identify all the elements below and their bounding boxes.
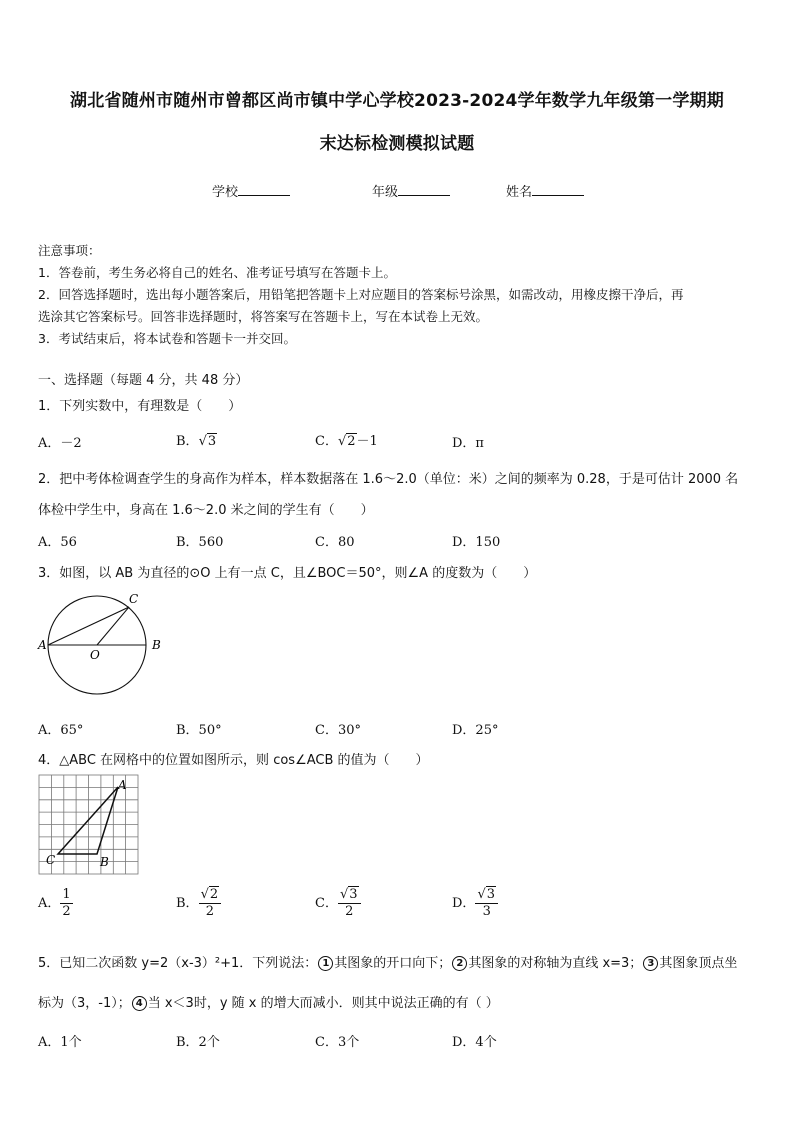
name-field: [506, 181, 584, 200]
point-o-label: O: [90, 648, 100, 662]
q1-option-c[interactable]: [315, 430, 378, 449]
q4-option-c[interactable]: [315, 887, 361, 920]
q2-option-b[interactable]: B．560: [176, 535, 224, 550]
fraction: [475, 887, 498, 920]
q5-option-a[interactable]: A．1个: [38, 1035, 82, 1050]
school-blank[interactable]: [238, 183, 290, 196]
circled-number-1: 1: [318, 956, 333, 971]
exam-title-line-1: 湖北省随州市随州市曾都区尚市镇中学心学校2023-2024学年数学九年级第一学期期: [70, 91, 724, 111]
fraction: [338, 887, 361, 920]
q4-option-a[interactable]: [38, 887, 73, 920]
q1-option-c-radicand: 2: [347, 434, 356, 449]
q1-option-d[interactable]: D．π: [452, 436, 484, 451]
q4-stem: 4．△ABC 在网格中的位置如图所示，则 cos∠ACB 的值为（ ）: [38, 753, 429, 768]
q4-option-a-numerator: 1: [62, 887, 71, 902]
sqrt-symbol: √3: [198, 434, 217, 449]
grade-blank[interactable]: [398, 183, 450, 196]
sqrt-symbol: √3: [339, 887, 358, 902]
notice-block: [38, 240, 683, 350]
circled-number-3: 3: [643, 956, 658, 971]
fraction: [60, 887, 72, 920]
grade-field: [372, 181, 450, 200]
q4-option-b[interactable]: [176, 887, 221, 920]
exam-title-line-2: 末达标检测模拟试题: [319, 134, 475, 154]
q5-line-2-b: 当 x＜3时，y 随 x 的增大而减小．则其中说法正确的有（ ）: [147, 996, 499, 1011]
q4-option-c-radicand: 3: [349, 887, 358, 902]
q3-option-d[interactable]: D．25°: [452, 723, 499, 738]
name-label: 姓名: [506, 185, 533, 200]
q4-option-b-numerator: [199, 887, 222, 904]
section-title: 一、选择题（每题 4 分，共 48 分）: [38, 373, 249, 388]
point-c-label: C: [46, 853, 56, 867]
q4-option-d-denominator: 3: [482, 904, 491, 919]
q2-line-2: 体检中学生中，身高在 1.6～2.0 米之间的学生有（ ）: [38, 503, 374, 518]
q2-option-d[interactable]: D．150: [452, 535, 501, 550]
q4-option-a-denominator: 2: [62, 904, 71, 919]
school-field: [212, 181, 290, 200]
q5-option-d[interactable]: D．4个: [452, 1035, 497, 1050]
circled-number-4: 4: [132, 996, 147, 1011]
q4-option-c-label: C．: [315, 896, 338, 911]
q5-line-2: [38, 992, 499, 1011]
q1-stem: 1．下列实数中，有理数是（ ）: [38, 399, 242, 414]
sqrt-symbol: √3: [477, 887, 496, 902]
grid-triangle-diagram: [38, 774, 142, 876]
circle-diagram: [34, 588, 174, 706]
q5-line-1-a: 5．已知二次函数 y=2（x-3）²+1．下列说法：: [38, 956, 318, 971]
sqrt-symbol: √2: [337, 434, 356, 449]
q4-option-d[interactable]: [452, 887, 498, 920]
q4-option-a-label: A．: [38, 896, 61, 911]
q3-option-a[interactable]: A．65°: [38, 723, 84, 738]
q5-line-2-a: 标为（3，-1）；: [38, 996, 131, 1011]
q4-option-d-label: D．: [452, 896, 476, 911]
radius-oc: [97, 607, 129, 645]
q5-line-1-b: 其图象的开口向下；: [334, 956, 452, 971]
notice-item-2a: 2．回答选择题时，选出每小题答案后，用铅笔把答题卡上对应题目的答案标号涂黑，如需改动，用橡皮擦干净后，再: [38, 287, 684, 302]
q4-option-b-radicand: 2: [209, 887, 219, 902]
q2-line-1: 2．把中考体检调查学生的身高作为样本，样本数据落在 1.6～2.0（单位：米）之间的频率为 0.28，于是可估计 2000 名: [38, 472, 739, 487]
sqrt-symbol: √2: [200, 887, 219, 902]
q3-stem: 3．如图，以 AB 为直径的⊙O 上有一点 C，且∠BOC＝50°，则∠A 的度数为（ ）: [38, 566, 537, 581]
q2-option-c[interactable]: C．80: [315, 535, 355, 550]
q1-option-b-label: B．: [176, 434, 199, 449]
point-b-label: B: [100, 855, 109, 869]
q3-option-c[interactable]: C．30°: [315, 723, 361, 738]
q5-line-1: [38, 952, 737, 971]
q3-option-b[interactable]: B．50°: [176, 723, 222, 738]
q1-option-a[interactable]: A．－2: [38, 436, 82, 451]
point-b-label: B: [152, 638, 161, 652]
fraction: [199, 887, 222, 920]
q4-option-c-numerator: [338, 887, 361, 904]
q1-option-b-radicand: 3: [207, 434, 217, 449]
q1-option-b[interactable]: [176, 430, 217, 449]
q5-option-b[interactable]: B．2个: [176, 1035, 220, 1050]
q4-option-b-denominator: 2: [205, 904, 214, 919]
q4-option-c-denominator: 2: [345, 904, 354, 919]
notice-item-3: 3．考试结束后，将本试卷和答题卡一并交回。: [38, 331, 296, 346]
q5-line-1-c: 其图象的对称轴为直线 x=3；: [468, 956, 643, 971]
notice-item-1: 1．答卷前，考生务必将自己的姓名、准考证号填写在答题卡上。: [38, 265, 396, 280]
circled-number-2: 2: [452, 956, 467, 971]
school-label: 学校: [212, 185, 239, 200]
q1-option-c-tail: －1: [356, 434, 378, 449]
q4-option-d-numerator: [475, 887, 498, 904]
point-a-label: A: [118, 778, 127, 792]
q4-option-d-radicand: 3: [486, 887, 496, 902]
point-c-label: C: [129, 592, 139, 606]
name-blank[interactable]: [532, 183, 584, 196]
grade-label: 年级: [372, 185, 399, 200]
q5-line-1-d: 其图象顶点坐: [659, 956, 738, 971]
triangle-abc: [58, 787, 118, 854]
notice-heading: 注意事项：: [38, 243, 101, 258]
point-a-label: A: [38, 638, 47, 652]
q2-option-a[interactable]: A．56: [38, 535, 77, 550]
notice-item-2b: 选涂其它答案标号。回答非选择题时，将答案写在答题卡上，写在本试卷上无效。: [38, 309, 489, 324]
q1-option-c-label: C．: [315, 434, 338, 449]
q4-option-b-label: B．: [176, 896, 199, 911]
q5-option-c[interactable]: C．3个: [315, 1035, 360, 1050]
